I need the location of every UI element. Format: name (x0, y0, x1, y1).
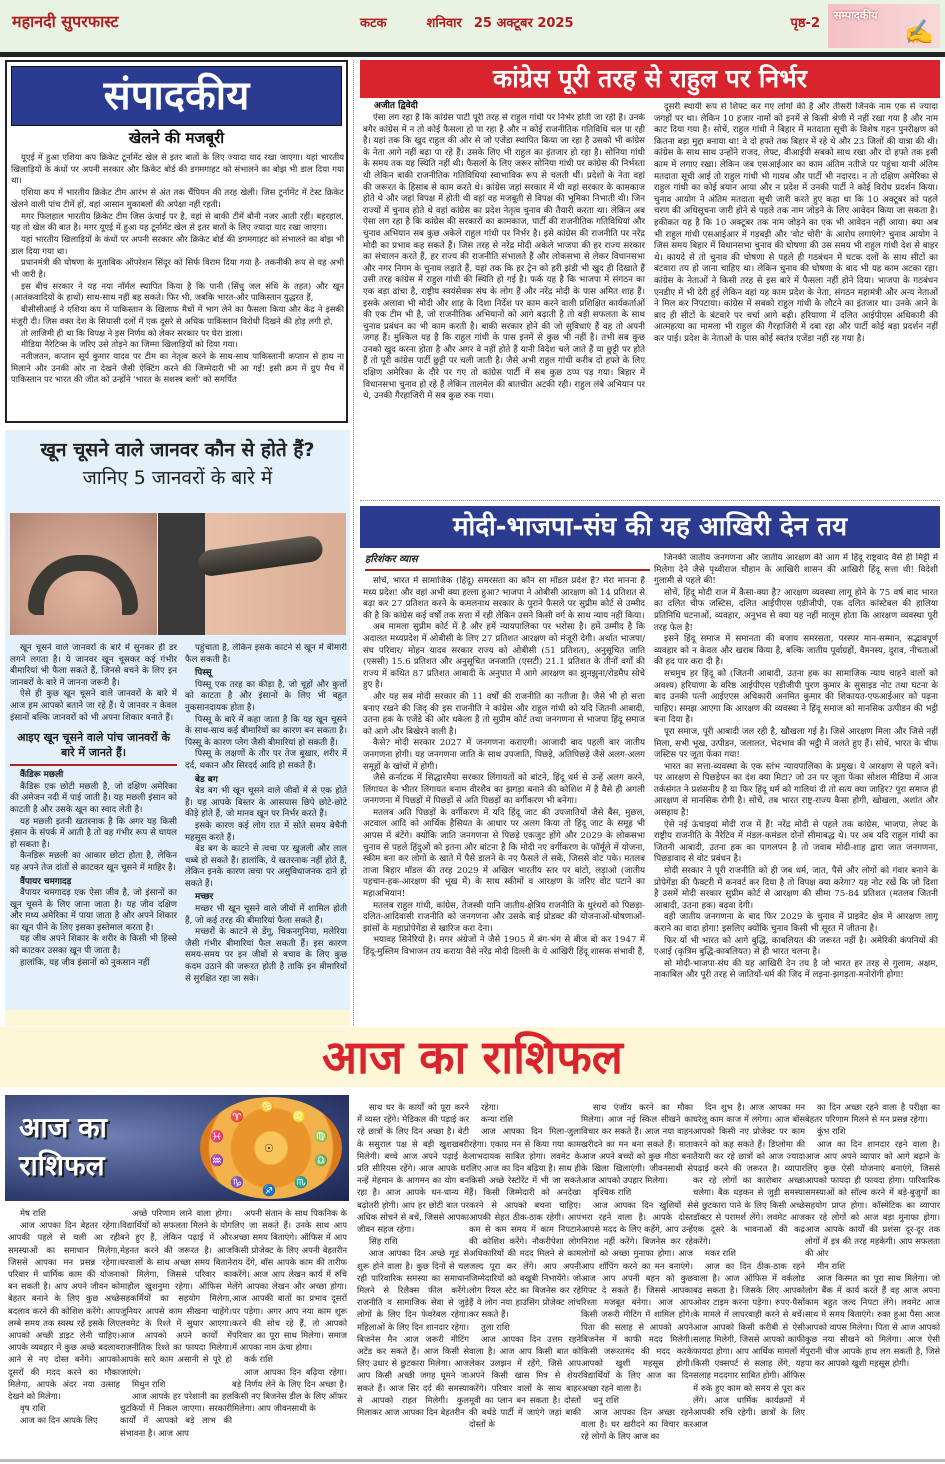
zodiac-sign-heading: कर्क राशि (244, 1354, 273, 1365)
dateline-day: शनिवार (426, 16, 462, 31)
paragraph: नतीजतन, कप्तान सूर्य कुमार यादव पर टीम का नेतृत्व करने के साथ-साथ पाकिस्तानी कप्तान से हाथ ना मिलाने और उनकी ओर ना देखने जैसी ऐक्टिंग करने की जिम्मेदारी भी आ गई! इसी क्रम में ग्रुप मैच में पाकिस्तान पर भारत की जीत को उन्होंने 'भारत के सशस्त्र बलों' को समर्पित (11, 350, 344, 385)
zodiac-sign-heading: कन्या राशि (481, 1114, 514, 1125)
paragraph: भयावह सिनेरियो है। मगर अंग्रेजों ने जैसे 1905 में बंग-भंग से बीज बो कर 1947 में हिंदू-मुस्लिम विभाजन तय कराया वैसे नरेंद्र मोदी दिल्ली के ये आखिरी हिंदू शासक संभावी हैं, (363, 935, 645, 957)
animals-title-line1: खून चूसने वाले जानवर कौन से होते हैं? (40, 439, 315, 461)
horoscope-text: आज आपका दिन अच्छे मूड से शुरू होने वाला है। कुछ दिनों से चल रही पारिवारिक समस्या का समाधान मिलने से रिलैक्स फील करेंगे। राजनीति व सामाजिक सेवा से जुड़े लोगों के लिए दिन फेवरेबल रहेगा। महिलाओं के लिए दिन शानदार रहेगा। बिजनेस मैन आज जरूरी मीटिंग अटेंड कर सकते हैं। आज किसी से लिए उधार से छुटकारा मिलेगा। आज आप किसी अच्छी जगह घूमने जा सकते हैं। आज सिर दर्द की समस्या से आपको राहत मिलेगी। कुल मिलाकर आज आपका दिन बेहतरीन (357, 1248, 469, 1418)
horoscope-text: अच्छे परिणाम लाने वाला होगा। विद्यार्थियों को सफलता मिलने के योग बने हुए हैं, लेकिन पढ़ाई में और मेहनत करने की जरूरत है। आज घरवालों के साथ अच्छा समय बिताने को मिलेगा, जिससे परिवार का माहौल खुशनुमा रहेगा। ऑफिस मे सहकर्मियों का सहयोग मिलेगा, जूनियर आपसे काम सीखना चाहेंगे। लवमेट के रिश्ते में सुधार आएगा। आज आपको अपने कार्यों में राजनीतिक रिश्ते का फायदा मिलेगा। आपके सारे काम असानी से पूरे हो जाएंगे। (120, 1208, 232, 1377)
zodiac-sign-heading: कुंभ राशि (817, 1126, 846, 1137)
paragraph: पिस्सू के लक्षणों के तौर पर तेज बुखार, शरीर में दर्द, थकान और सिरदर्द आदि हो सकते हैं। (185, 749, 347, 771)
horoscope-column (232, 1207, 347, 1457)
dateline-city: कटक (360, 16, 387, 31)
paragraph: इसने हिंदू समाज में समानता की बजाय समरसता, परस्पर मान-सम्मान, सद्भावपूर्ण व्यवहार को न केवल और खराब किया है, बल्कि जातीय पूर्वाग्रहों, वैमनस्य, दुराव, नीचताओं की हद पार करा दी है। (654, 634, 938, 668)
horoscope-column (581, 1101, 693, 1457)
horoscope-text: आज किस्मत का पूरा साथ मिलेगा। जो लोग बैंक में कार्य करते हैं वह आज अपना काम बहुत जल्द निपटा लेंगे। लवमेट आज साथ में समय बिताएंगे। रुका हुआ पैसा आज आपको वापस मिलेगा। पिता से आज आपको कुछ नया सीखने को मिलेगा। आज ऐसी पुरानी चीज आपके हाथ लग सकती है, जिसे पा कर आपको खुशी महसूस होगी। (805, 1272, 940, 1369)
paragraph: मीडिया नैरेटिव्स के जरिए उसे तोड़ने का जिम्मा खिलाड़ियों को दिया गया। (21, 339, 238, 350)
horoscope-column (8, 1207, 120, 1457)
paragraph: वही जातीय जनगणना के बाद फिर 2029 के चुनाव में प्राइवेट क्षेत्र में आरक्षण लागू कराने का वादा होगा! इसलिए क्योंकि चुनाव किसी भी सूरत में जीतना है। (654, 912, 938, 934)
editorial-headline: खेलने की मजबूरी (128, 129, 225, 147)
paragraph: एशिया कप में भारतीय क्रिकेट टीम आरंभ से अंत तक चैंपियन की तरह खेली। जिस टूर्नामेंट में टेस्ट क्रिकेट खेलने वाली पांच टीमें हों, वहां आसान मुकाबलों की अपेक्षा नहीं रहती। (11, 187, 344, 209)
zodiac-sign-heading: सिंह राशि (369, 1236, 398, 1247)
animal-heading: वैंपायर चमगादड़ (20, 876, 72, 887)
newspaper-name: महानदी सुपरफास्ट (12, 12, 119, 31)
paragraph: और यह सब मोदी सरकार की 11 वर्षों की राजनीति का नतीजा है। जैसे भी हो सत्ता बनाए रखने की जिद् की इस राजनीति ने कांग्रेस और राहुल गांधी को यदि जितनी आबादी, उतना हक के एजेंडे की ओर धकेला है तो सुप्रीम कोर्ट तथा जनगणना से भाजपा हिंदू समाज को आगे और बिखेरने वाली है। (363, 691, 645, 737)
paragraph: जैसे कर्नाटक में सिद्धारमैया सरकार लिंगायतों को बांटने, हिंदू धर्म से उन्हें अलग करने, लिंगायत के भीतर लिंगायत बनाम वीरशैव का झगड़ा बनाने की कोशिश में है वैसे ही अगली जनगणना में पिछड़ों में पिछड़ों से अति पिछड़ों का वर्गीकरण भी बनेगा। (363, 773, 645, 807)
animal-heading: बेड बग (195, 774, 218, 785)
zodiac-sign-heading: मिथुन राशि (132, 1378, 166, 1389)
zodiac-sign-heading: मकर राशि (705, 1248, 736, 1259)
congress-headline: कांग्रेस पूरी तरह से राहुल पर निर्भर (360, 60, 940, 98)
paragraph: मतलब राहुल गांधी, कांग्रेस, तेजस्वी यानि जातीय-क्षेत्रिय राजनीति के धुरंधरों को पिछड़ा-दलित-आदिवासी राजनीति को जनगणना और उसके बाई प्रोडक्ट की योजनाओं-घोषणाओं-झांसों के महाप्रोपेगेंडा से खारिज करा देना। (363, 900, 645, 934)
zodiac-sign-heading: वृष राशि (20, 1403, 46, 1414)
paragraph: फिर यों भी भारत को आगे बुद्धि, काबलियत की जरूरत नहीं है। अमेरिकी कंपनियों की एआई (कृत्रिम बुद्धि-काबलियत) से ही भारत चलना है। (654, 935, 938, 958)
section-logo-text: सम्पादकीय (834, 9, 878, 22)
section-logo (828, 4, 940, 48)
paragraph: अब मामला सुप्रीम कोर्ट में है और हमें न्यायपालिका पर भरोसा है। हमें उम्मीद है कि अदालत मध्यप्रदेश में ओबीसी के लिए 27 प्रतिशत आरक्षण को मंजूरी देगी। अर्थात भाजपा/संघ परिवार/ मोहन यादव सरकार राज्य को ओबीसी (51 प्रतिशत), अनुसूचित जाति (एससी) 15.6 प्रतिशत और अनुसूचित जनजाति (एसटी) 21.1 प्रतिशत के तीनों वर्गों की राज्य में कथित 87 प्रतिशत आबादी के अनुपात में आगे आरक्षण का झुनझुना/रोडमैप सोचे हुए है। (363, 622, 645, 691)
horoscope-title: आज का राशिफल (322, 1030, 623, 1084)
modi-column-2 (654, 553, 938, 1013)
paragraph: दूसरी स्थायी रूप से शिफ्ट कर गए लोगों की है और तीसरी जिनके नाम एक से ज्यादा जगहों पर था। लेकिन 10 हजार नामों को इनमें से किसी श्रेणी में नहीं रखा गया है और नाम काट दिया गया है। सोचें, राहुल गांधी ने बिहार में मतदाता सूची के विशेष गहन पुनरीक्षण को कितना बड़ा मुद्दा बनाया था! वे दो हफ्ते तक बिहार में रहे थे और 23 जिलों की यात्रा की थी। कांग्रेस के साथ साथ उन्होंने राजद, लेफ्ट, वीआईपी सबको साथ रखा और दो हफ्ते तक इसी काम में लगाए रखा। लेकिन जब एसआईआर का काम अंतिम नतीजे पर पहुंचा यानी अंतिम मतदाता सूची आई तो राहुल गांधी भी गायब और पार्टी भी नदारद। न तो दक्षिण अमेरिका से राहुल गांधी का कोई बयान आया और न प्रदेश में उनकी पार्टी ने कोई विरोध प्रदर्शन किया। चुनाव आयोग ने अंतिम मतदाता सूची जारी करते हुए कहा था कि 10 अक्टूबर को पहले चरण की अधिसूचना जारी होने से पहले तक नाम जोड़ने के लिए आवेदन किया जा सकता है। हकीकत यह है कि 10 अक्टूबर तक नाम जोड़ने का एक भी आवेदन नहीं आया। क्या अब भी राहुल गांधी एसआईआर में गड़बड़ी और 'वोट चोरी' के आरोप लगाएंगे? चुनाव आयोग ने जिस समय बिहार में विधानसभा चुनाव की घोषणा की उस समय भी राहुल गांधी देश से बाहर थे। कायदे से तो चुनाव की घोषणा से पहले ही गठबंधन में घटक दलों के साथ सीटों का बंटवारा तय हो जाना चाहिए था। लेकिन चुनाव की घोषणा के बाद भी यह काम अटका रहा। कांग्रेस के नेताओं ने किसी तरह से इस बारे में फैसला नहीं होने दिया। भाजपा के गठबंधन एनडीए में भी देरी हुई लेकिन वहां यह काम प्रदेश के नेता, संगठन महामंत्री और अन्य नेताओं ने मिल कर निपटाया। कांग्रेस में सबको राहुल गांधी के लौटने का इंतजार था। उनके आने के बाद ही सीटों के बंटवारे पर चर्चा आगे बढ़ी। हरियाणा में दलित आईपीएस अधिकारी की आत्महत्या का मामला भी राहुल की गैरहाजिरी में दबा रहा और पार्टी कोई बड़ा प्रदर्शन नहीं कर पाई। प्रदेश के नेताओं के पास कोई स्वतंत्र एजेंडा नहीं रह गया है। (654, 102, 938, 344)
animals-subhead: आइए खून चूसने वाले पांच जानवरों के बारे में जानते हैं। (10, 730, 177, 766)
modi-byline: हरिशंकर व्यास (365, 553, 650, 571)
animal-heading: कैंडिरू मछली (20, 770, 64, 781)
column-divider (353, 60, 354, 1025)
horoscope-text: दिन शुभ है। आज आपका मन घरेलू काम काज में लगेगा। आज बॉस आपको किसी नए प्रोजेक्ट पर काम करने को कह सकते हैं। डिप्लोमा की तैयारी कर रहे छात्रों को आज ज्यादा पढ़ाई करने की जरूरत है। व्यापार कर रहे लोगों का कारोबार अच्छा चलेगा। बैक धड़कन से जुड़ी समस्या से छुटकारा पाने के लिए किसी अच्छे डॉक्टर से परामर्श लेंगे। लवमेट आज एक दूसरे के भावनाओं की कद्र करेंगे। (693, 1102, 805, 1247)
congress-column-1 (363, 113, 645, 488)
paragraph: यहां भारतीय खिलाड़ियों के कंधों पर अपनी सरकार और क्रिकेट बोर्ड की डगमगाहट को संभालने का बोझ भी डाल दिया गया था। (11, 233, 344, 256)
paragraph: सचमुच हर हिंदू को (जितनी आबादी, उतना हक का सामाजिक न्याय चाहने वालों को अवश्य) हरियाणा के वरिष्ठ आईपीएस एडीजीपी पुरण कुमार के सुसाइड नोट तथा घटना के बाद उनकी पत्नी आईएएस अधिकारी अनमित कुमार की शिकायत-एफआईआर को पढ़ना चाहिए। समझ आएगा कि आरक्षण की व्यवस्था ने हिंदू समाज को मानसिक उत्पीडन की भट्ठी बना दिया है। (654, 668, 938, 726)
paragraph: ऐसा लग रहा है कि कांग्रेस पार्टी पूरी तरह से राहुल गांधी पर निर्भर होती जा रही है। उनके बगैर कांग्रेस में न तो कोई फैसला हो पा रहा है और न कोई राजनीतिक गतिविधि चल पा रही है। यहां तक कि खुद राहुल की ओर से जो एजेंडा स्थापित किया जा रहा है उसको भी कांग्रेस के नेता आगे नहीं बढ़ा पा रहे हैं। उसके लिए भी राहुल का इंतजार हो रहा है। सोनिया गांधी के समय तक यह स्थिति नहीं थी। फैसलों के लिए जरूर सोनिया गांधी पर कांग्रेस की निर्भरता थी लेकिन बाकी राजनीतिक गतिविधियां स्वाभाविक रूप से चलती थीं। प्रदेशों के नेता वहां की जरूरत के हिसाब से काम करते थे। कांग्रेस जहां सरकार में थी वहां सरकार के कामकाज होते थे और जहां विपक्ष में होती थी वहां वह मजबूती से विपक्ष की भूमिका निभाती थी। जिन राज्यों में चुनाव होते थे वहां कांग्रेस का प्रदेश नेतृत्व चुनाव की तैयारी करता था। लेकिन अब ऐसा लग रहा है कि कांग्रेस की सरकारों का कामकाज, पार्टी की राजनीतिक गतिविधियां और चुनाव अभियान सब कुछ अकेले राहुल गांधी पर निर्भर है। इसे कांग्रेस की राजनीति पर नरेंद्र मोदी का प्रभाव कह सकते हैं। जिस तरह से नरेंद्र मोदी अकेले भाजपा की हर राज्य सरकार का संचालन करते हैं, हर राज्य की राजनीति संभालते हैं और लोकसभा से लेकर विधानसभा और नगर निगम के चुनाव लड़ाते हैं, यहां तक कि हर ट्रेन को हरी झंडी भी खुद ही दिखाते हैं उसी तरह कांग्रेस में राहुल गांधी की स्थिति हो गई है। फर्क यह है कि भाजपा में संगठन का एक बड़ा ढांचा है, राष्ट्रीय स्वयंसेवक संघ के लोग हैं और नरेंद्र मोदी के पास अमित शाह हैं। इसके अलावा भी मोदी और शाह के दिशा निर्देश पर काम करने वाली प्रशिक्षित कार्यकर्ताओं की एक टीम भी है, जो राजनीतिक अभियानों को आगे बढ़ाती है तो बड़ी सफलता के साथ चुनाव प्रबंधन का भी काम करती है। बाकी सरकार होने की जो सुविधाएं हैं वह तो अपनी जगह हैं। मुश्किल यह है कि राहुल गांधी के पास इनमें से कुछ भी नहीं है। तभी सब कुछ उनको खुद करना होता है और अगर वे नहीं होते हैं यानी विदेश चले जाते हैं या छुट्टी पर होते हैं तो पूरी कांग्रेस पार्टी छुट्टी पर चली जाती है। जैसे अभी राहुल गांधी करीब दो हफ्ते के लिए दक्षिण अमेरिका के दौरे पर गए तो कांग्रेस पार्टी में सब कुछ ठप्प पड़ गया। बिहार में विधानसभा चुनाव हो रहे हैं लेकिन तालमेल की बातचीत अटकी रही। राहुल लंबे अभियान पर थे, उनकी गैरहाजिरी में सब कुछ रुक गया। (363, 113, 645, 402)
paragraph: पहुंचाता है, लेकिन इसके काटने से खून में बीमारी फैल सकती है। (185, 643, 347, 665)
horoscope-text: साथ घर के कार्यों को पूरा करने में व्यस्त रहेंगे। मेडिकल की पढ़ाई कर रहे छात्रों के लिए दिन अच्छा है। बेटी के ससुराल पक्ष से बड़ी खुशखबरी मिलेगी। बच्चे आज अपने पढ़ाई के प्रति सीरियस रहेंगे। आज आपके घर नन्हें मेहमान के आगमन का योग बन रहा है। आज आपके धन-धान्य में बढ़ोतरी होगी। आप हर छोटी बात पर अधिक सोचने से बचें, जिससे आपका जीवन सहज रहेगा। (357, 1102, 469, 1235)
animals-column-1 (10, 643, 177, 1023)
animal-heading: मच्छर (195, 892, 214, 903)
paragraph: यूएई में हुआ एशिया कप क्रिकेट टूर्नामेंट खेल से इतर बातों के लिए ज्यादा याद रखा जाएगा। यहां भारतीय खिलाड़ियों के कंधों पर अपनी सरकार और क्रिकेट बोर्ड की डगमगाहट को संभालने का बोझ भी डाल दिया गया था। (11, 152, 344, 186)
paragraph: इस बीच सरकार ने यह नया नॉर्मल स्थापित किया है कि पानी (सिंधु जल संधि के तहत) और खून (आतंकवादियों के हाथों) साथ-साथ नहीं बह सकते। फिर भी, जबकि भारत-और पाकिस्तान युद्धरत हैं, (11, 280, 344, 303)
paragraph: मच्छरों के काटने से डेंगू, चिकनगुनिया, मलेरिया जैसी गंभीर बीमारियां फैल सकती हैं। इस कारण समय-समय पर इन जीवों से बचाव के लिए कुछ कदम उठाने की जरूरत होती है ताकि इन बीमारियों से सुरक्षित रहा जा सके। (185, 927, 347, 984)
horoscope-text: साथ एंजॉय करने का मौका मिलेगा। आज नई स्किल सीखने का विचार कर सकते हैं। आज नया वाहन खरीदने का मन बना सकते हैं। माता आज अपने बच्चों को कुछ मीठा बना के खिला खिलाएंगी। जीवनसाथी से आज आपको उपहार मिलेगा। (581, 1102, 693, 1186)
footer-strip (5, 1010, 350, 1026)
zodiac-sign-heading: तुला राशि (481, 1321, 510, 1332)
zodiac-wheel-icon: ♋ ♌ ♍ ♎ ♏ ♐ ♑ ♒ ♓ ♈ ☉ (200, 1097, 342, 1199)
paragraph: भारत का सत्ता-व्यवस्था के एक स्तंभ न्यायपालिका के प्रमुख। ये आरक्षण से पहले बने। पर आरक्षण से पिछड़ेपन का दंश क्या मिटा? जो उन पर जूता फेंका सोशल मीडिया में आज तर्कसंगत ने प्रशंसनीय है या फिर हिंदू धर्म को गालियां दी तो सत्य क्या जाहिर? पूरा समाज ही आरक्षण से मानसिक रोगी है। सोचें, तब भारत राष्ट्र-राज्य कैसा होगी, खोखला, अशांत और असहाय है! (654, 761, 938, 819)
paragraph: मच्छर भी खून चूसने वाले जीवों में शामिल होती हैं, जो कई तरह की बीमारियां फैला सकते हैं। (185, 904, 347, 926)
paragraph: खून चूसने वाले जानवरों के बारे में सुनकर ही डर लगने लगता है। ये जानवर खून चूसकर कई गंभीर बीमारियां भी फैला सकते हैं, जिनसे बचने के लिए इन जानवरों के बारे में जानना जरूरी है। (10, 643, 177, 688)
paragraph: पूरा समाज, पूरी आबादी जल रही है, खौखला गई है। जिसे आरक्षण मिला और जिसे नहीं मिला, सभी भूख, उत्पीडन, जलालत, भेदभाव की भट्ठी में जलते हुए हैं। सोचें, भारत के चीफ जस्टिस पर जूता फेंका गया! (654, 726, 938, 761)
horoscope-image-line1: आज का (19, 1111, 107, 1144)
horoscope-text: आज आपका दिन उत्तम रहने वाला है। आज आप किसी बात को लेकर उलझन में रहेंगे, जिसे आप अपने किसी खास मित्र से शेयर करेंगे। परिवार वालों के साथ बाहर मूवी का प्लान बन सकता है। दोस्तों की बर्थडे पार्टी में जाएंगे जहां बाकी दोस्तों के (469, 1333, 581, 1430)
horoscope-text: आज आपका दिन खुशियों से भरा रहने वाला है। आपके दोस्त आपसे मदद के लिए कहेंगे, आप उन्हें निराश नहीं करेंगे। बिजनेस कर रहे लोगों को अच्छा मुनाफा होगा। आज आप शॉपिंग करने का मन बनाएंगे। आज आप अपनी बहन को कुछ गिफ्ट दे सकते हैं। जिससे आपका रिश्ता मजबूत बनेगा। आज आप किसी जरूरी मीटिंग में शामिल होंगे। पिता की सलाह से आपको अपने बिजनेस में काफी मदद मिलेगी। किसी जरूरतमंद की मदद करके आपको खुशी महसूस होगी। विद्यार्थियों के लिए आज का दिन अच्छा रहने वाला है। (581, 1199, 693, 1393)
paragraph: बीसीसीआई ने एशिया कप में पाकिस्तान के खिलाफ मैचों में भाग लेने का फैसला किया और केंद्र ने इसकी मंजूरी दी। जिस वक्त देश के सियासी दलों में एक दूसरे से अधिक पाकिस्तान विरोधी दिखने की होड़ लगी हो, (11, 304, 344, 326)
horoscope-image-text (19, 1109, 189, 1185)
paragraph: कैनडिरू मछली का आकार छोटा होता है, लेकिन यह अपने तेज दांतों से काटकर खून चूसने में माहिर है। (10, 851, 177, 873)
editorial-box (5, 60, 348, 423)
horoscope-column (805, 1101, 940, 1457)
paragraph: बेड बग भी खून चूसने वाले जीवों में से एक होते हैं। यह आपके बिस्तर के आसपास छिपे छोटे-छोटे कीड़े होते हैं, जो मानव खून पर निर्भर करते हैं। (185, 786, 347, 820)
paragraph: यह मछली इतनी खतरनाक है कि अगर यह किसी इंसान के संपर्क में आती है तो वह गंभीर रूप से घायल हो सकता है। (10, 816, 177, 850)
header-rule (0, 52, 945, 57)
paragraph: मतलब अति पिछड़ों के वर्गीकरण में यदि हिंदू जाट की उपजातियों जैसे बैंस, मुछल, अटवाल आदि को आर्थिक हैसियत के आधार पर अलग किया तो हिंदू जाट के समूह भी आपस में बंटेंगे। क्योंकि जाति जनगणना से पिछड़े एकजुट होंगे और 2029 के लोकसभा चुनाव से पहले हिंदुओं को इतना और बांटना है कि मोदी नए वर्गीकरण के फॉर्मूले में योजना, स्कीम बना कर लोगों के खाते में पैसे डालने के नए फैसले ले सकें, जिससे वोट पके। मतलब ताजा बिहार मॉडल की तरह 2029 में अखिल भारतीय स्तर पर बांटो, लड़ाओ (जातीय पहचान-हक-आरक्षण की भूख में) के साथ स्कीमों व आरक्षण के जरिए वोट पटाने का महाअभियान! (363, 807, 645, 900)
horoscope-section (0, 1027, 945, 1464)
paragraph: पिस्सू के बारे में कहा जाता है कि यह खून चूसने के साथ-साथ कई बीमारियों का कारण बन सकता है। पिस्सू के कारण प्लेग जैसी बीमारियां हो सकती हैं। (185, 714, 347, 748)
animals-column-2 (185, 643, 347, 1023)
leech-photo-left (10, 513, 157, 635)
congress-byline: अजीत द्विवेदी (374, 101, 418, 111)
section-divider (360, 500, 940, 501)
bottom-rule (0, 1459, 945, 1462)
modi-column-1 (363, 576, 645, 1014)
dateline (360, 13, 820, 31)
horoscope-text: आज आपका दिन बढ़िया रहेगा। बड़े निर्णय लेने के लिए दिन अच्छा है। किसी नए बिजनेस डील के लिए ऑफर मिलेगा। आप जीवनसाथी के (232, 1366, 347, 1414)
horoscope-image-line2: राशिफल (19, 1149, 105, 1182)
horoscope-column (693, 1101, 805, 1457)
paragraph: सो मोदी-भाजपा-संघ की यह आखिरी देन तय है जो भारत हर तरह से गुलाम, अक्षम, नाकाबिल और पूरी तरह से जातियों-धर्म की जिद में लड़ना-झगड़ता-मनोरोगी होगा! (654, 958, 938, 981)
horoscope-text: आज आपका दिन अच्छा रहने वाला है। घर खरीदने का विचार कर रहे लोगों के लिए आज का (581, 1407, 693, 1442)
paragraph: मगर फिलहाल भारतीय क्रिकेट टीम जिस ऊंचाई पर है, वहां से बाकी टीमें बौनी नजर आती रहीं। बहरहाल, यह तो खेल की बात है। मगर यूएई में हुआ यह टूर्नामेंट खेल से इतर बातों के लिए ज्यादा याद रखा जाएगा। (11, 210, 344, 233)
congress-article (360, 60, 940, 490)
horoscope-column (120, 1207, 232, 1457)
pen-writing-icon: ✍ (904, 18, 934, 46)
paragraph: ऐसे नई ऊंचाइयां मोदी राज में हैं! नरेंद्र मोदी से पहले तक कांग्रेस, भाजपा, लेफ्ट के राष्ट्रीय राजनीति के नैरेटिव में मंडल-कमंडल दोनों सीमाबद्ध थे। पर अब यदि राहुल गांधी का जितनी आबादी, उतना हक का पागलपन है तो जवाब मोदी-शाह द्वारा जात जनगणना, पिछड़ावाद से वोट प्रबंधन है। (654, 819, 938, 865)
horoscope-text: आज का दिन ठीक-ठाक रहने वाला है। आज ऑफिस में वर्कलोड बढ़ सकता है। जिसके लिए आपको ओवर टाइम करना पड़ेगा। रुपए-पैसों के मामले में लापरवाही करने से बचें। आज आपको किसी करीबी से ऐसी सलाह मिलेगी, जिससे आपको काफी फायदा होगा। आप आर्थिक मामलों में किसी एक्सपर्ट से सलाह लेंगे, यह सलाह मददगार साबित होगी। ऑफिस में रुके हुए काम को समय से पूरा कर लेंगे। आज धार्मिक कार्यक्रमों में आपकी रुचि रहेगी। छात्रों के लिए आज (693, 1260, 805, 1430)
horoscope-text: आज आपके हर परेशानी का हल चुटकियों में निकल जाएगा। सरकारी कार्यों में आपको बड़े लाभ की संभावना है। आज आप (120, 1391, 232, 1438)
zodiac-sign-heading: मेष राशि (20, 1208, 46, 1218)
congress-column-2 (654, 102, 938, 488)
paragraph: सोचें, हिंदू मोदी राज में कैसा-क्या है? आरक्षण व्यवस्था लागू होने के 75 वर्ष बाद भारत का दलित चीफ जस्टिस, दलित आईपीएस एडीजीपी, एक दलित कांस्टेबल की हालिया प्रतिनिधि घटनाओं, व्यवहार, अनुभव से क्या यह नहीं मालूम होता कि आरक्षण व्यवस्था पूरी तरह फेल है! (654, 587, 938, 633)
page-header (0, 0, 945, 52)
animal-heading: पिस्सू (195, 668, 212, 679)
animals-title-line2: जानिए 5 जानवरों के बारे में (82, 467, 273, 489)
zodiac-sign-heading: धनु राशि (593, 1394, 619, 1405)
editorial-banner: संपादकीय (11, 66, 342, 126)
zodiac-sign-heading: वृश्चिक राशि (593, 1187, 632, 1198)
paragraph: वैंपायर चमगादड़ एक ऐसा जीव है, जो इंसानों का खून चूसने के लिए जाना जाता है। यह जीव दक्षिण और मध्य अमेरिका में पाया जाता है और अपने शिकार का खून पीने के लिए इसका इस्तेमाल करता है। (10, 888, 177, 933)
animals-article (5, 430, 350, 1026)
horoscope-column (469, 1101, 581, 1457)
paragraph: ऐसे ही कुछ खून चूसने वाले जानवरों के बारे में आज हम आपको बताने जा रहे हैं। ये जानवर न केवल इंसानों बल्कि जानवरों को भी अपना शिकार बनाते हैं। (10, 689, 177, 723)
horoscope-text: आज का दिन शानदार रहने वाला है। आज आप अपने व्यापार को आगे बढ़ाने के लिए कुछ ऐसी योजनाएं बनाएंगे, जिससे आपको फायदा ही फायदा होगा। पारिवारिक समस्याओं को सॉल्व करने में बड़े-बुजुर्गों का सहयोग प्राप्त होगा। कॉस्मेटिक का व्यापार कर रहे लोगों को आज बड़ा मुनाफा होगा। आज आपके कार्यों की प्रशंसा दूर-दूर तक लोगों में इत्र की तरह महकेगी। आप सफलता की ओर (805, 1138, 940, 1259)
editorial-body (11, 152, 344, 417)
paragraph: प्रधानमंत्री की घोषणा के मुताबिक ऑपरेशन सिंदूर को सिर्फ विराम दिया गया है- तकनीकी रूप से वह अभी भी जारी है। (11, 257, 344, 280)
paragraph: बेड बग के काटने से त्वचा पर खुजली और लाल धब्बे हो सकते हैं। हालांकि, ये खतरनाक नहीं होते हैं, लेकिन इनके कारण त्वचा पर असुविधाजनक दाने हो सकते हैं। (185, 844, 347, 889)
dateline-date: 25 अक्टूबर 2025 (473, 16, 574, 31)
horoscope-text: रहेगा। (481, 1102, 499, 1112)
page-number: पृष्ठ-2 (790, 16, 820, 31)
paragraph: कैसे? मोदी सरकार 2027 में जनगणना कराएगी। आजादी बाद पहली बार जातीय जनगणना होगी। यह जनगणना जाति के साथ उपजाति, पिछड़े, अतिपिछड़े जैसे अलग-अलग समूहों के खांचों में होगी। (363, 738, 645, 772)
paragraph: सोचें, भारत में सामाजिक (हिंदू) समरसता का कौन सा मॉडल प्रदेश है? मेरा मानना है मध्य प्रदेश! और वहां अभी क्या हल्ला हुआ? भाजपा ने ओबीसी आरक्षण को 14 प्रतिशत से बढ़ा कर 27 प्रतिशत करने के कमलनाथ सरकार के पुराने फैसले पर सुप्रीम कोर्ट से उम्मीद की है कि कांग्रेस कई वर्षों तक सत्ता में रही लेकिन उसने किसी वर्ग के साथ न्याय नहीं किया। (363, 576, 645, 621)
zodiac-sign-heading: मीन राशि (817, 1260, 845, 1271)
modi-headline: मोदी-भाजपा-संघ की यह आखिरी देन तय (360, 506, 940, 548)
paragraph: मोदी सरकार ने पूरी राजनीति को ही जब धर्म, जात, पैसे और लोगों को गंवार बनाने के प्रोपेगेंडा की फैक्टरी में कनवर्ट कर दिया है तो विपक्ष क्या करेगा? यह नोट रखें कि जो दिशा है उसमें मोदी सरकार सुप्रीम कोर्ट से आरक्षण की सीमा 75-84 प्रतिशत (मतलब जितनी आबादी, उतना हक) बढ़वा देगी। (654, 866, 938, 911)
paragraph: हालांकि, यह जीव इंसानों को नुकसान नहीं (20, 957, 150, 968)
horoscope-text: आज आपका दिन मिला-जुला रहेगा। एकाग्र मन से किया गया काम लाभदायक साबित होगा। लवमेट के लिए आज का दिन बढ़िया है। साथ ही किसी अच्छे रेस्टोरेंट में भी जा सकते हैं। किसी जिम्मेदारी को अनदेखा करने से आपको बचना चाहिए। आपकी सेहत ठीक-ठाक रहेगी। आप कम से कम समय में काम निपटाने की कोशिश करेंगे। नौकरीपेशा लोग अधिकारियों की मदद मिलने से काम जल्द पूरा कर लेंगे। आप अपनी जिम्मेदारियों को बखूबी निभायेंगे। जो लोग रियल स्टेट का बिजनेस कर रहे हैं वे लोग नया हाउसिंग प्रोजेक्ट लांच कर सकते हैं। (469, 1126, 581, 1320)
paragraph: तो लाजिमी ही था कि विपक्ष ने इस निर्णय को लेकर सरकार पर घेरा डाला। (21, 327, 243, 338)
paragraph: यह जीव अपने शिकार के शरीर के किसी भी हिस्से को काटकर उसका खून पी जाता है। (10, 934, 177, 957)
horoscope-image (5, 1095, 349, 1201)
leech-photo-right (158, 513, 346, 635)
horoscope-text: अपनी संतान के साथ पिकनिक के लिए जा सकते हैं। उनके साथ आप अच्छा समय बिताएंगे। ऑफिस में आप किसी प्रोजेक्ट के लिए अपनी बेहतरीन राय देंगे, बॉस आपके काम की तारीफ करेंगे। आज आप लेखन कार्य में रुचि लेंगे आपका लेखन और अच्छा होगा। आज आपकी बातों का प्रभाव दूसरों पर पड़ेगा। अगर आप नया काम शुरू करने की सोच रहे हैं, तो आपको परिवार का पूरा साथ मिलेगा। समाज में आपका नाम ऊंचा होगा। (232, 1208, 347, 1353)
horoscope-text: आज आपका दिन बेहतर रहेगा। आपकी पहले से चली आ रही समस्याओं का समाधान मिलेगा, जिससे आपका मन प्रसन्न रहेगा। परिवार में धार्मिक काम की योजना बन सकती है। आप अपने जीवन को बेहतर बनाने के लिए कुछ अच्छे बदलाव करने की कोशिश करेंगे। आप लम्बे समय तक स्वस्थ रहें इसके लिए आपको अच्छी डाइट लेनी चाहिए। आपके व्यवहार में कुछ अच्छे बदलाव आने से नए दोस्त बनेंगे। आपको दूसरों की मदद करने का मौका मिलेगा, आपके अंदर नया उत्साह देखने को मिलेगा। (8, 1220, 120, 1402)
horoscope-text: आज का दिन आपके लिए (20, 1415, 98, 1426)
paragraph: इसके कारण कई लोग रात में सोते समय बेचैनी महसूस करते हैं। (185, 820, 347, 843)
paragraph: कैंडिरू एक छोटी मछली है, जो दक्षिण अमेरिका की अमेजन नदी में पाई जाती है। यह मछली इंसान को काटती है और उसके खून का स्वाद लेती है। (10, 781, 177, 815)
paragraph: जिनकी जातीय जनगणना और जातीय आरक्षण की आग में हिंदू राष्ट्रवाद वैसे ही मिट्टी में मिलेगा देने जैसे पृथ्वीराज चौहान के आखिरी शासन की आखिरी हिंदू सत्ता थी! विदेशी गुलामी से पहले की! (654, 553, 938, 587)
horoscope-column (357, 1101, 469, 1457)
horoscope-text: का दिन अच्छा रहने वाला है परीक्षा का बेहतर परिणाम मिलने से मन प्रसन्न रहेगा। (805, 1102, 940, 1125)
paragraph: पिस्सू एक तरह का कीड़ा है, जो चूहों और कुत्तों को काटता है और इंसानों के लिए भी बहुत नुकसानदायक होता है। (185, 679, 347, 713)
modi-article (360, 506, 940, 1016)
